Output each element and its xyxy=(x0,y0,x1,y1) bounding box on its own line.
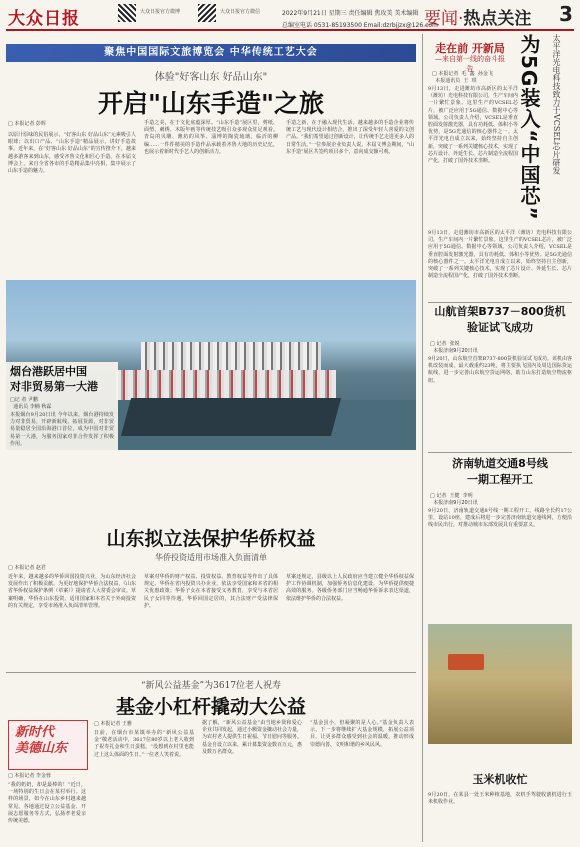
sidebar-divider-2 xyxy=(428,452,572,453)
photo-caption-box xyxy=(6,362,118,450)
weibo-qr-code xyxy=(118,4,136,22)
story3-byline: □ 记者 王健 李明 本报济南9月20日讯 xyxy=(430,493,478,506)
sidebar-vertical-title: 为5G装入“中国芯” xyxy=(517,34,541,221)
column-badge xyxy=(8,720,88,770)
weibo-qr-label: 大众日报官方微博 xyxy=(140,9,181,15)
sidebar-divider xyxy=(422,34,423,842)
sidebar-red-sub: —来自第一线的奋斗报告 xyxy=(435,55,505,73)
photo-body: 本报烟台9月20日讯 今年以来，烟台港持续发力对非贸易，开辟新航线，拓展货源，对非贸易量稳居全国沿海港口首位，成为中国对非贸易第一大港，为服务国家对非合作发挥了积极作用。 xyxy=(10,412,114,447)
overseas-body-b: 草案对华侨的财产权益、投资权益、教育权益等作出了具体规定。华侨在省内投资兴办企业，依法享受国家和本省的相关优惠政策；华侨子女在本省接受义务教育，享受与本省居民子女同等待遇。华侨回国定居的，其合法财产受法律保护。 xyxy=(144,574,278,609)
bottom-body-c: “基金虽小，但凝聚的是人心。”基金负责人表示，下一步将继续扩大基金规模，拓展公益项目，让更多群众感受到社会的温暖，推动形成崇德向善、文明和谐的乡风民风。 xyxy=(310,720,414,748)
main-kicker: 体验"好客山东 好品山东" xyxy=(154,72,268,83)
main-body-right: 手造之新，在于融入现代生活。越来越多的手造企业将传统工艺与现代设计相结合，推出了深受年轻人喜爱的文创产品。“我们希望通过创新设计，让传统手艺走进更多人的日常生活。”一位参展企业负责人说。本届文博会期间，“山东手造”展区共签约项目多个，意向成交额可观。 xyxy=(286,120,414,155)
story2-body: 9月20日，山东航空首架B737-800货机验证试飞成功。该机由客机改装而成，最大载重约23吨，将主要执飞国内及周边国际货运航线，进一步完善山东航空货运网络，助力山东打造航空物流枢纽。 xyxy=(428,356,572,384)
main-body-left: 以原汁原味的民俗展示，“好客山东 好品山东”元素吸引人眼球；以出口产品、“山东手造”精品展示，讲好手造故事。近年来，在“好客山东 好品山东”的宣传推介下，越来越多游客来到山东，感受齐鲁文化和匠心手造。在本届文博会上，来自全省各市的手造精品集中亮相，集中展示了山东手造的魅力。 xyxy=(8,132,136,175)
corn-harvest-photo xyxy=(428,624,572,744)
story3-body: 9月20日，济南轨道交通8号线一期工程开工。线路全长约17公里，设站10座，建成后将进一步完善济南轨道交通线网，方便沿线市民出行，对推动城市东部发展具有重要意义。 xyxy=(428,508,572,529)
contact-line: 总编室电话 0531-85193500 Email:dzrbjjzx@126.com xyxy=(282,22,438,29)
event-banner: 聚焦中国国际文旅博览会 中华传统工艺大会 xyxy=(6,44,416,62)
photo-title-line2: 对非贸易第一大港 xyxy=(10,380,98,393)
main-body-mid: 手造之美，在于文化底蕴深厚。“山东手造”展区里，剪纸、面塑、刺绣、木版年画等传统技艺吸引众多观众驻足观看。青岛的贝雕、潍坊的风筝、淄博的陶瓷琉璃、临沂的柳编……一件件精美的手造作品承载着齐鲁大地的历史记忆，也展示着新时代手艺人的创新活力。 xyxy=(144,120,278,155)
sidebar-byline: □ 本报记者 毛 鑫 孙金飞 本报通讯员 王 琪 xyxy=(432,71,493,84)
column-title: 新时代 美德山东 xyxy=(15,725,68,756)
main-byline: □ 本报记者 彭辉 xyxy=(8,121,46,127)
overseas-body-a: 近年来，越来越多的华侨回国投资兴业，为山东经济社会发展作出了积极贡献。为更好地保护华侨合法权益，《山东省华侨权益保护条例（草案）》提请省人大常委会审议。草案明确，华侨在山东投资，适用国家和本省关于外商投资的有关规定，享受市场准入负面清单管理。 xyxy=(8,574,136,609)
page-number: 3 xyxy=(559,2,573,26)
overseas-body-c: 草案还规定，县级以上人民政府应当建立健全华侨权益保护工作协调机制，加强侨务信息化建设，为华侨提供便捷高效的服务。各级侨务部门应当畅通华侨诉求表达渠道，依法维护华侨的合法权益。 xyxy=(286,574,414,602)
story2-headline-line1: 山航首架B737－800货机 xyxy=(434,305,566,318)
wechat-qr-label: 大众日报官方微信 xyxy=(220,9,261,15)
section-title: 要闻·热点关注 xyxy=(424,9,532,29)
sidebar-vertical-sub: 太平洋光电科技致力于VCSEL芯片研发 xyxy=(552,34,561,175)
sidebar-divider-1 xyxy=(428,302,572,303)
overseas-subhead: 华侨投资适用市场准入负面清单 xyxy=(155,553,267,562)
bottom-body-b: 据了解，“新风公益基金”由当地乡贤和爱心企业共同发起，通过小额资金撬动社会力量，为农村老人提供生日祝福、节日慰问等服务。基金自设立以来，累计募集资金数百万元，惠及数万名群众。 xyxy=(202,720,303,755)
harvest-caption-title: 玉米机收忙 xyxy=(472,773,528,786)
harvest-caption-text: 9月20日，在某县一处玉米种植基地，农机手驾驶收割机进行玉米机收作业。 xyxy=(428,792,572,806)
overseas-byline: □ 本报记者 赵君 xyxy=(8,565,46,571)
bottom-byline: □ 本报记者 王雅 xyxy=(94,721,132,727)
bottom-kicker: “新风公益基金”为3617位老人祝寿 xyxy=(140,681,282,691)
bottom-body-a: 日前，在烟台市某镇举办的“新风公益基金”敬老活动中，3617位80岁以上老人收到了祝寿礼金和生日蛋糕。“没想到在村里也能过上这么体面的生日。”一位老人笑着说。 xyxy=(94,730,194,758)
top-rule xyxy=(6,29,574,31)
sidebar-body-wide: 9月13日，走进潍坊市高新区的太平洋（潍坊）光电科技有限公司，生产车间内一片繁忙景象。这里生产的VCSEL芯片，被广泛应用于5G通信、数据中心等领域。公司负责人介绍，VCSEL是垂直腔面发射激光器，具有功耗低、体积小等优势，是5G光通信的核心器件之一。太平洋光电自成立以来，始终坚持自主创新，突破了一系列关键核心技术，实现了芯片设计、外延生长、芯片制造全流程国产化，打破了国外技术垄断。 xyxy=(428,230,572,280)
bottom-headline: 基金小杠杆撬动大公益 xyxy=(115,696,306,718)
story3-headline-line1: 济南轨道交通8号线 xyxy=(452,457,548,470)
story2-headline-line2: 验证试飞成功 xyxy=(467,321,533,334)
overseas-headline: 山东拟立法保护华侨权益 xyxy=(106,528,316,550)
issue-date-line: 2022年9月21日 星期三 责任编辑 焦玫美 美术编辑 xyxy=(282,10,419,17)
section-divider xyxy=(6,672,416,673)
main-headline: 开启"山东手造"之旅 xyxy=(97,89,325,118)
story2-byline: □ 记者 张锐 本报济南9月20日讯 xyxy=(430,341,478,354)
sidebar-red-kicker: 走在前 开新局 xyxy=(435,42,505,55)
photo-title-line1: 烟台港跃居中国 xyxy=(10,365,87,378)
wechat-qr-code xyxy=(198,4,216,22)
sidebar-body-top: 9月13日，走进潍坊市高新区的太平洋（潍坊）光电科技有限公司，生产车间内一片繁忙景象。这里生产的VCSEL芯片，被广泛应用于5G通信、数据中心等领域。公司负责人介绍，VCSEL是垂直腔面发射激光器，具有功耗低、体积小等优势，是5G光通信的核心器件之一。太平洋光电自成立以来，始终坚持自主创新，突破了一系列关键核心技术，实现了芯片设计、外延生长、芯片制造全流程国产化，打破了国外技术垄断。 xyxy=(428,86,519,165)
story3-headline-line2: 一期工程开工 xyxy=(467,473,533,486)
photo-byline: □记 者 尹鹏 通讯员 李楠 秋霖 xyxy=(10,397,52,410)
paper-logo: 大众日报 xyxy=(8,9,80,29)
column-body: “我的奶奶，却是最棒的！”近日，一场特别的生日会在某村举行。这样的场景，如今在山东乡村越来越常见。各地通过设立公益基金、开展志愿服务等方式，弘扬孝老爱亲传统美德。 xyxy=(8,782,86,825)
column-byline: □ 本报记者 李金蓉 xyxy=(8,773,51,779)
